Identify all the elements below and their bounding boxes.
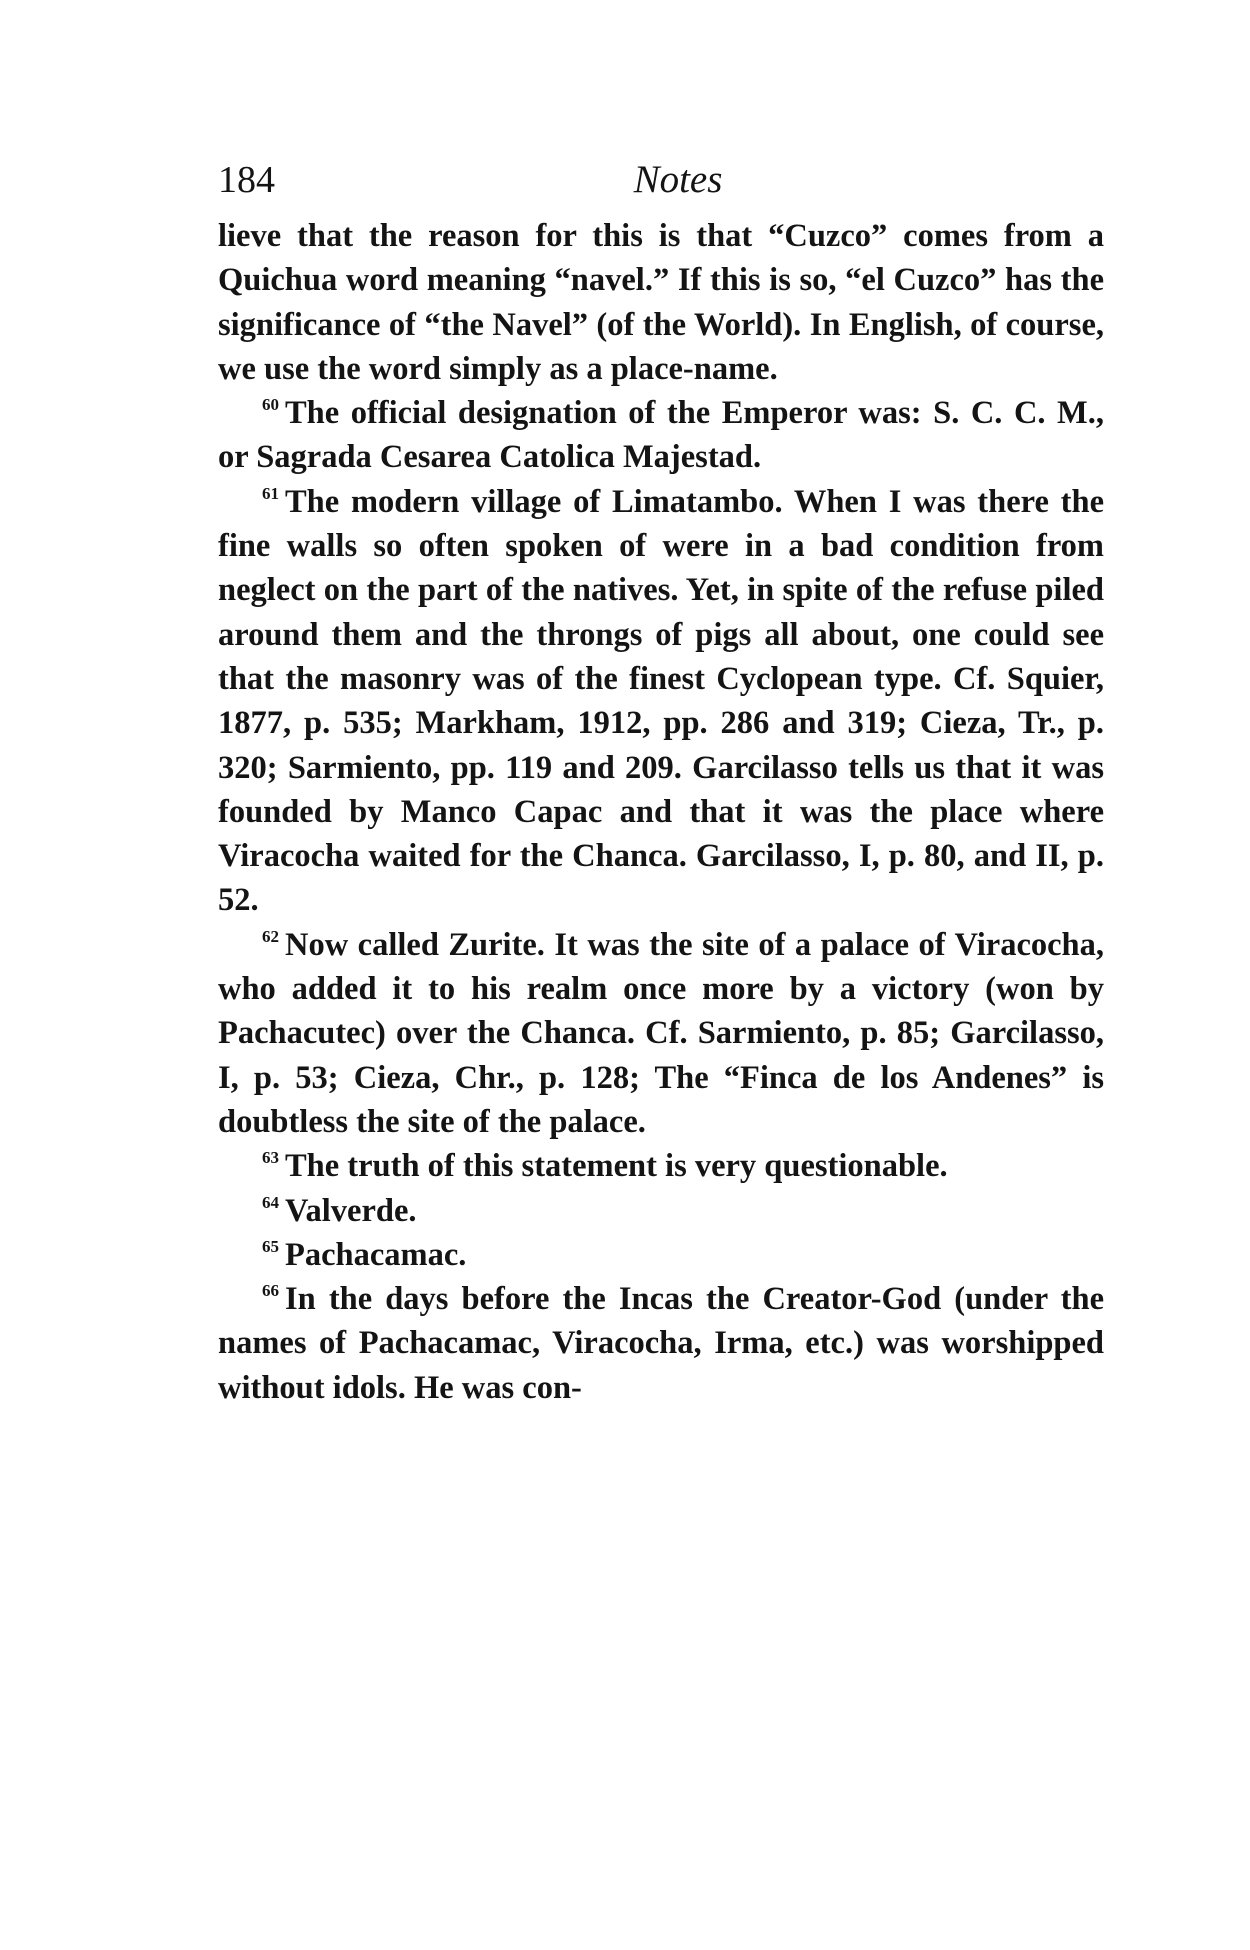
footnote-marker: 63: [262, 1148, 279, 1168]
page-number: 184: [218, 159, 275, 201]
footnote-marker: 60: [262, 395, 279, 415]
note-61: [218, 480, 1104, 923]
footnote-marker: 62: [262, 926, 279, 946]
note-66: [218, 1277, 1104, 1410]
note-text: In the days before the Incas the Creator-God (under the names of Pachacamac, Viracocha, Irma, etc.) was worshipped without idols. He was con-: [218, 1281, 1104, 1406]
note-64: [218, 1189, 1104, 1233]
note-text: The truth of this statement is very questionable.: [285, 1148, 948, 1185]
note-text: The official designation of the Emperor was: S. C. C. M., or Sagrada Cesarea Catolica Majestad.: [218, 395, 1104, 476]
note-62: [218, 923, 1104, 1144]
note-text: lieve that the reason for this is that “Cuzco” comes from a Quichua word meaning “navel.” If this is so, “el Cuzco” has the significance of “the Navel” (of the World). In English, of course, we use the word simply as a place-name.: [218, 218, 1104, 387]
footnote-marker: 65: [262, 1236, 279, 1256]
note-text: Valverde.: [285, 1192, 417, 1229]
footnote-marker: 66: [262, 1281, 279, 1301]
note-text: Pachacamac.: [285, 1236, 467, 1273]
footnote-marker: 61: [262, 483, 279, 503]
notes-text: [218, 214, 1104, 1410]
continued-note: [218, 214, 1104, 391]
book-page: [218, 150, 1104, 1410]
footnote-marker: 64: [262, 1192, 279, 1212]
note-text: The modern village of Limatambo. When I was there the fine walls so often spoken of were in a bad condition from neglect on the part of the natives. Yet, in spite of the refuse piled around them and the throngs of pigs all about, one could see that the masonry was of the finest Cyclopean type. Cf. Squier, 1877, p. 535; Markham, 1912, pp. 286 and 319; Cieza, Tr., p. 320; Sarmiento, pp. 119 and 209. Garcilasso tells us that it was founded by Manco Capac and that it was the place where Viracocha waited for the Chanca. Garcilasso, I, p. 80, and II, p. 52.: [218, 483, 1104, 919]
note-65: [218, 1233, 1104, 1277]
running-title: Notes: [633, 158, 723, 201]
running-head: [218, 150, 1104, 214]
note-60: [218, 391, 1104, 480]
note-text: Now called Zurite. It was the site of a palace of Viracocha, who added it to his realm once more by a victory (won by Pachacutec) over the Chanca. Cf. Sarmiento, p. 85; Garcilasso, I, p. 53; Cieza, Chr., p. 128; The “Finca de los Andenes” is doubtless the site of the palace.: [218, 926, 1104, 1140]
note-63: [218, 1144, 1104, 1188]
